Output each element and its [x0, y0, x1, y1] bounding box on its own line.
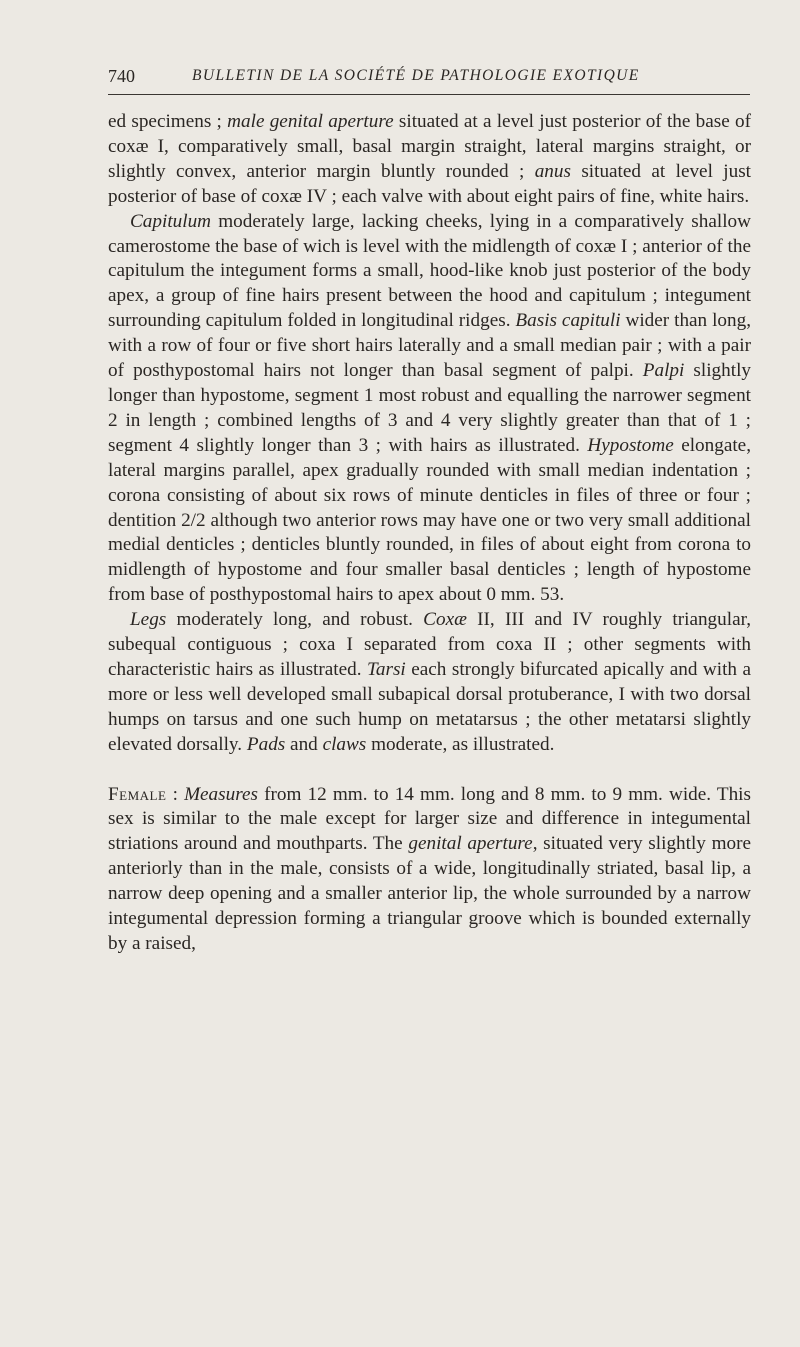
body-text — [108, 110, 751, 957]
italic-term: anus — [534, 160, 571, 182]
italic-term: Pads — [246, 733, 286, 755]
text-run: elongate, lateral margins parallel, apex gradually rounded with small median indentation ; corona consisting of about six rows of minute denticles in files of three or four ; dentition 2/2 although two anterior rows may have one or two very small additional medial denticles ; denticles bluntly rounded, in files of about eight from corona to midlength of hypostome and four smaller basal denticles ; length of hypostome from base of posthypostomal hairs to apex about 0 mm. 53. — [108, 434, 751, 606]
running-title: BULLETIN DE LA SOCIÉTÉ DE PATHOLOGIE EXOTIQUE — [192, 67, 640, 84]
paragraph-male-genital-aperture — [108, 110, 751, 210]
text-run: moderately large, lacking cheeks, lying in a comparatively shallow camerostome the base of wich is level with the midlength of coxæ I ; anterior of the capitulum the integument forms a small, hood-like knob just posterior of the body apex, a group of fine hairs present between the hood and capitulum ; integument surrounding capitulum folded in longitudinal ridges. — [108, 210, 751, 332]
italic-term: genital aperture — [408, 833, 533, 855]
italic-term: Capitulum — [130, 210, 212, 232]
text-run: situated at level just posterior of base of coxæ IV ; each valve with about eight pairs of fine, white hairs. — [108, 160, 751, 207]
page-header — [108, 64, 750, 95]
italic-term: Palpi — [642, 360, 685, 382]
paragraph-capitulum — [108, 210, 751, 609]
italic-term: Measures — [184, 783, 258, 805]
text-run: : — [166, 783, 185, 805]
text-run: moderate, as illustrated. — [366, 733, 555, 755]
text-run: , situated very slightly more anteriorly than in the male, consists of a wide, longitudinally striated, basal lip, a narrow deep opening and a smaller anterior lip, the whole surrounded by a narrow integumental depression forming a triangular groove which is bounded externally by a raised, — [108, 833, 751, 954]
italic-term: claws — [322, 733, 367, 755]
text-run: II, III and IV roughly triangular, subequal contiguous ; coxa I separated from coxa II ; other segments with characteristic hairs as illustrated. — [108, 609, 752, 680]
page-number: 740 — [108, 66, 135, 86]
text-run: slightly longer than hypostome, segment 1 most robust and equalling the narrower segment 2 in length ; combined lengths of 3 and 4 very slightly greater than that of 1 ; segment 4 slightly longer than 3 ; with hairs as illustrated. — [108, 360, 752, 456]
paragraph-female — [108, 783, 751, 957]
text-run: wider than long, with a row of four or five short hairs laterally and a small median pair ; with a pair of posthypostomal hairs not longer than basal segment of palpi. — [108, 310, 751, 382]
text-run: situated at a level just posterior of the base of coxæ I, comparatively small, basal margin straight, lateral margins straight, or slightly convex, anterior margin bluntly rounded ; — [108, 111, 751, 182]
text-run: each strongly bifurcated apically and with a more or less well developed small subapical dorsal protuberance, I with two dorsal humps on tarsus and one such hump on metatarsus ; the other metatarsi slightly elevated dorsally. — [108, 658, 752, 755]
text-run: from 12 mm. to 14 mm. long and 8 mm. to 9 mm. wide. This sex is similar to the male except for larger size and difference in integumental striations around and mouthparts. The — [108, 783, 751, 855]
italic-term: Tarsi — [367, 658, 406, 680]
text-run: and — [285, 733, 323, 755]
text-run: moderately long, and robust. — [166, 609, 424, 631]
italic-term: Basis capituli — [515, 310, 621, 332]
italic-term: Hypostome — [587, 434, 674, 456]
paragraph-legs — [108, 608, 751, 757]
section-heading-female: Female — [108, 783, 167, 805]
italic-term: Legs — [130, 609, 167, 631]
italic-term: Coxæ — [423, 609, 467, 631]
text-run: ed specimens ; — [108, 111, 228, 132]
italic-term: male genital aperture — [227, 111, 394, 132]
